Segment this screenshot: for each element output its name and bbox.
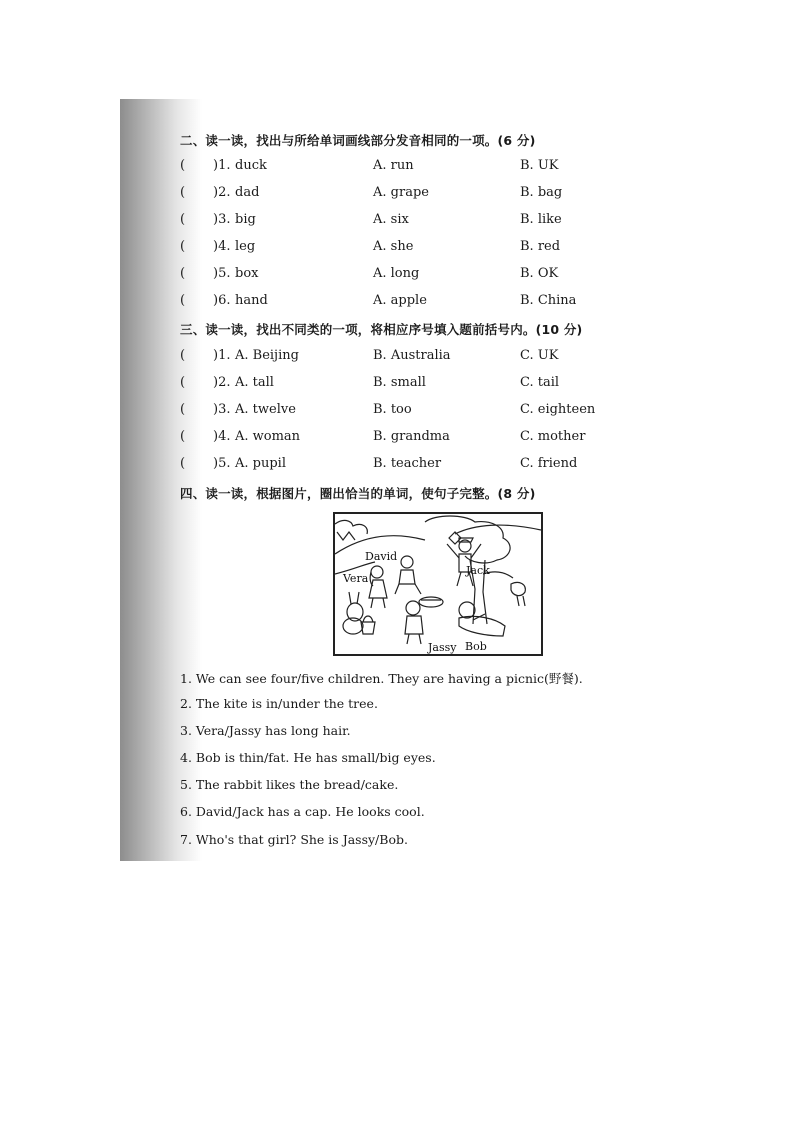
option-a: A. long xyxy=(373,266,420,281)
item-number: )2. xyxy=(213,375,231,390)
option-c: C. eighteen xyxy=(520,402,596,417)
label-jassy: Jassy xyxy=(428,641,457,654)
sentence-3: 3. Vera/Jassy has long hair. xyxy=(180,723,351,738)
label-david: David xyxy=(365,550,398,563)
section4-heading: 四、读一读，根据图片，圈出恰当的单词，使句子完整。(8 分) xyxy=(180,486,536,501)
answer-paren[interactable]: ( xyxy=(180,185,186,200)
option-a: A. pupil xyxy=(235,456,286,471)
label-bob: Bob xyxy=(465,640,487,653)
item-number: )5. xyxy=(213,456,231,471)
answer-paren[interactable]: ( xyxy=(180,158,186,173)
option-a: A. apple xyxy=(373,293,427,308)
item-number: )1. xyxy=(213,158,231,173)
label-jack: Jack xyxy=(466,564,490,577)
option-a: A. twelve xyxy=(235,402,296,417)
option-a: A. Beijing xyxy=(235,348,299,363)
item-number: )1. xyxy=(213,348,231,363)
sentence-7: 7. Who's that girl? She is Jassy/Bob. xyxy=(180,832,408,847)
item-number: )3. xyxy=(213,402,231,417)
given-word: box xyxy=(235,266,259,281)
option-b: B. red xyxy=(520,239,561,254)
answer-paren[interactable]: ( xyxy=(180,348,186,363)
option-b: B. OK xyxy=(520,266,559,281)
option-b: B. UK xyxy=(520,158,559,173)
answer-paren[interactable]: ( xyxy=(180,266,186,281)
answer-paren[interactable]: ( xyxy=(180,402,186,417)
option-a: A. six xyxy=(373,212,409,227)
answer-paren[interactable]: ( xyxy=(180,456,186,471)
item-number: )5. xyxy=(213,266,231,281)
answer-paren[interactable]: ( xyxy=(180,239,186,254)
option-a: A. woman xyxy=(235,429,301,444)
given-word: duck xyxy=(235,158,267,173)
sentence-2: 2. The kite is in/under the tree. xyxy=(180,696,378,711)
label-vera: Vera xyxy=(343,572,369,585)
option-c: C. mother xyxy=(520,429,586,444)
item-number: )4. xyxy=(213,239,231,254)
option-b: B. China xyxy=(520,293,577,308)
option-c: C. UK xyxy=(520,348,559,363)
section3-heading: 三、读一读，找出不同类的一项，将相应序号填入题前括号内。(10 分) xyxy=(180,322,583,337)
given-word: dad xyxy=(235,185,260,200)
option-b: B. small xyxy=(373,375,426,390)
option-a: A. tall xyxy=(235,375,274,390)
sentence-1: 1. We can see four/five children. They are having a picnic(野餐). xyxy=(180,671,583,686)
given-word: hand xyxy=(235,293,268,308)
sentence-4: 4. Bob is thin/fat. He has small/big eyes. xyxy=(180,750,436,765)
option-a: A. grape xyxy=(373,185,429,200)
answer-paren[interactable]: ( xyxy=(180,375,186,390)
option-b: B. bag xyxy=(520,185,563,200)
sentence-5: 5. The rabbit likes the bread/cake. xyxy=(180,777,399,792)
given-word: leg xyxy=(235,239,256,254)
option-b: B. grandma xyxy=(373,429,450,444)
item-number: )6. xyxy=(213,293,231,308)
item-number: )4. xyxy=(213,429,231,444)
sentence-6: 6. David/Jack has a cap. He looks cool. xyxy=(180,804,425,819)
given-word: big xyxy=(235,212,256,227)
answer-paren[interactable]: ( xyxy=(180,293,186,308)
answer-paren[interactable]: ( xyxy=(180,429,186,444)
option-c: C. tail xyxy=(520,375,560,390)
answer-paren[interactable]: ( xyxy=(180,212,186,227)
picnic-illustration xyxy=(333,512,543,656)
option-b: B. Australia xyxy=(373,348,451,363)
item-number: )3. xyxy=(213,212,231,227)
option-b: B. like xyxy=(520,212,562,227)
item-number: )2. xyxy=(213,185,231,200)
option-a: A. she xyxy=(373,239,414,254)
option-a: A. run xyxy=(373,158,414,173)
option-b: B. teacher xyxy=(373,456,442,471)
section2-heading: 二、读一读，找出与所给单词画线部分发音相同的一项。(6 分) xyxy=(180,133,536,148)
option-b: B. too xyxy=(373,402,412,417)
option-c: C. friend xyxy=(520,456,578,471)
